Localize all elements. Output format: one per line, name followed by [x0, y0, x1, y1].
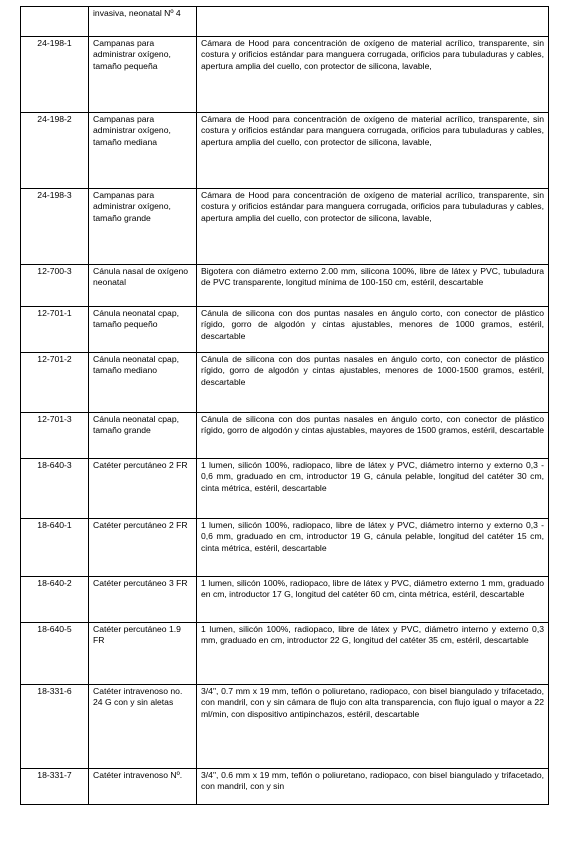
item-code: 18-640-3 — [21, 459, 89, 519]
item-code — [21, 7, 89, 37]
item-name: Cánula neonatal cpap, tamaño pequeño — [89, 307, 197, 353]
item-code: 12-701-1 — [21, 307, 89, 353]
table-row — [21, 353, 549, 413]
table-row — [21, 37, 549, 113]
table-row — [21, 413, 549, 459]
item-name: Catéter percutáneo 3 FR — [89, 577, 197, 623]
item-code: 18-640-2 — [21, 577, 89, 623]
table-row — [21, 769, 549, 805]
item-name: Catéter percutáneo 2 FR — [89, 519, 197, 577]
item-description: 1 lumen, silicón 100%, radiopaco, libre de látex y PVC, diámetro interno y externo 0,3 mm, graduado en cm, introductor 22 G, longitud del catéter 35 cm, estéril, descartable — [197, 623, 549, 685]
item-description: Cámara de Hood para concentración de oxígeno de material acrílico, transparente, sin costura y orificios estándar para manguera corrugada, orificios para tubuladuras y cables, apertura amplia del cuello, con protector de silicona, lavable, — [197, 189, 549, 265]
item-code: 18-640-5 — [21, 623, 89, 685]
item-description: 1 lumen, silicón 100%, radiopaco, libre de látex y PVC, diámetro interno y externo 0,3 - 0,6 mm, graduado en cm, introductor 19 G, cánula pelable, longitud del catéter 15 cm, cinta métrica, estéril, descartable — [197, 519, 549, 577]
item-name: invasiva, neonatal Nº 4 — [89, 7, 197, 37]
table-row — [21, 519, 549, 577]
item-name: Catéter intravenoso Nº. — [89, 769, 197, 805]
table-row — [21, 113, 549, 189]
item-description — [197, 7, 549, 37]
item-description: Bigotera con diámetro externo 2.00 mm, silicona 100%, libre de látex y PVC, tubuladura de PVC transparente, longitud mínima de 100-150 cm, estéril, descartable — [197, 265, 549, 307]
item-code: 12-700-3 — [21, 265, 89, 307]
item-code: 18-331-7 — [21, 769, 89, 805]
table-row — [21, 623, 549, 685]
item-name: Catéter percutáneo 2 FR — [89, 459, 197, 519]
item-code: 24-198-3 — [21, 189, 89, 265]
item-description: Cámara de Hood para concentración de oxígeno de material acrílico, transparente, sin costura y orificios estándar para manguera corrugada, orificios para tubuladuras y cables, apertura amplia del cuello, con protector de silicona, lavable, — [197, 37, 549, 113]
table-row — [21, 307, 549, 353]
item-name: Campanas para administrar oxígeno, tamaño pequeña — [89, 37, 197, 113]
table-row — [21, 7, 549, 37]
item-name: Cánula neonatal cpap, tamaño grande — [89, 413, 197, 459]
item-name: Catéter intravenoso no. 24 G con y sin aletas — [89, 685, 197, 769]
item-code: 24-198-1 — [21, 37, 89, 113]
item-description: 1 lumen, silicón 100%, radiopaco, libre de látex y PVC, diámetro externo 1 mm, graduado en cm, introductor 17 G, longitud del catéter 60 cm, cinta métrica, estéril, descartable — [197, 577, 549, 623]
item-name: Campanas para administrar oxígeno, tamaño mediana — [89, 113, 197, 189]
item-description: Cánula de silicona con dos puntas nasales en ángulo corto, con conector de plástico rígido, gorro de algodón y cintas ajustables, menores de 1000-1500 gramos, estéril, descartable — [197, 353, 549, 413]
item-code: 24-198-2 — [21, 113, 89, 189]
item-code: 18-331-6 — [21, 685, 89, 769]
table-row — [21, 577, 549, 623]
item-description: 3/4", 0.7 mm x 19 mm, teflón o poliuretano, radiopaco, con bisel biangulado y trifacetado, con mandril, con y sin cámara de flujo con alta transparencia, con flujo igual o mayor a 22 ml/min, con dispositivo antipinchazos, estéril, descartable — [197, 685, 549, 769]
supply-table-body — [21, 7, 549, 805]
item-name: Catéter percutáneo 1.9 FR — [89, 623, 197, 685]
item-code: 12-701-2 — [21, 353, 89, 413]
supply-table — [20, 6, 549, 805]
item-description: Cánula de silicona con dos puntas nasales en ángulo corto, con conector de plástico rígido, gorro de algodón y cintas ajustables, menores de 1000 gramos, estéril, descartable — [197, 307, 549, 353]
item-description: Cánula de silicona con dos puntas nasales en ángulo corto, con conector de plástico rígido, gorro de algodón y cintas ajustables, mayores de 1500 gramos, estéril, descartable — [197, 413, 549, 459]
table-row — [21, 459, 549, 519]
table-row — [21, 189, 549, 265]
item-description: Cámara de Hood para concentración de oxígeno de material acrílico, transparente, sin costura y orificios estándar para manguera corrugada, orificios para tubuladuras y cables, apertura amplia del cuello, con protector de silicona, lavable, — [197, 113, 549, 189]
item-name: Cánula nasal de oxígeno neonatal — [89, 265, 197, 307]
item-description: 3/4", 0.6 mm x 19 mm, teflón o poliuretano, radiopaco, con bisel biangulado y trifacetado, con mandril, con y sin — [197, 769, 549, 805]
table-row — [21, 265, 549, 307]
table-row — [21, 685, 549, 769]
item-code: 18-640-1 — [21, 519, 89, 577]
item-name: Cánula neonatal cpap, tamaño mediano — [89, 353, 197, 413]
item-description: 1 lumen, silicón 100%, radiopaco, libre de látex y PVC, diámetro interno y externo 0,3 - 0,6 mm, graduado en cm, introductor 19 G, cánula pelable, longitud del catéter 30 cm, cinta métrica, estéril, descartable — [197, 459, 549, 519]
item-name: Campanas para administrar oxígeno, tamaño grande — [89, 189, 197, 265]
item-code: 12-701-3 — [21, 413, 89, 459]
